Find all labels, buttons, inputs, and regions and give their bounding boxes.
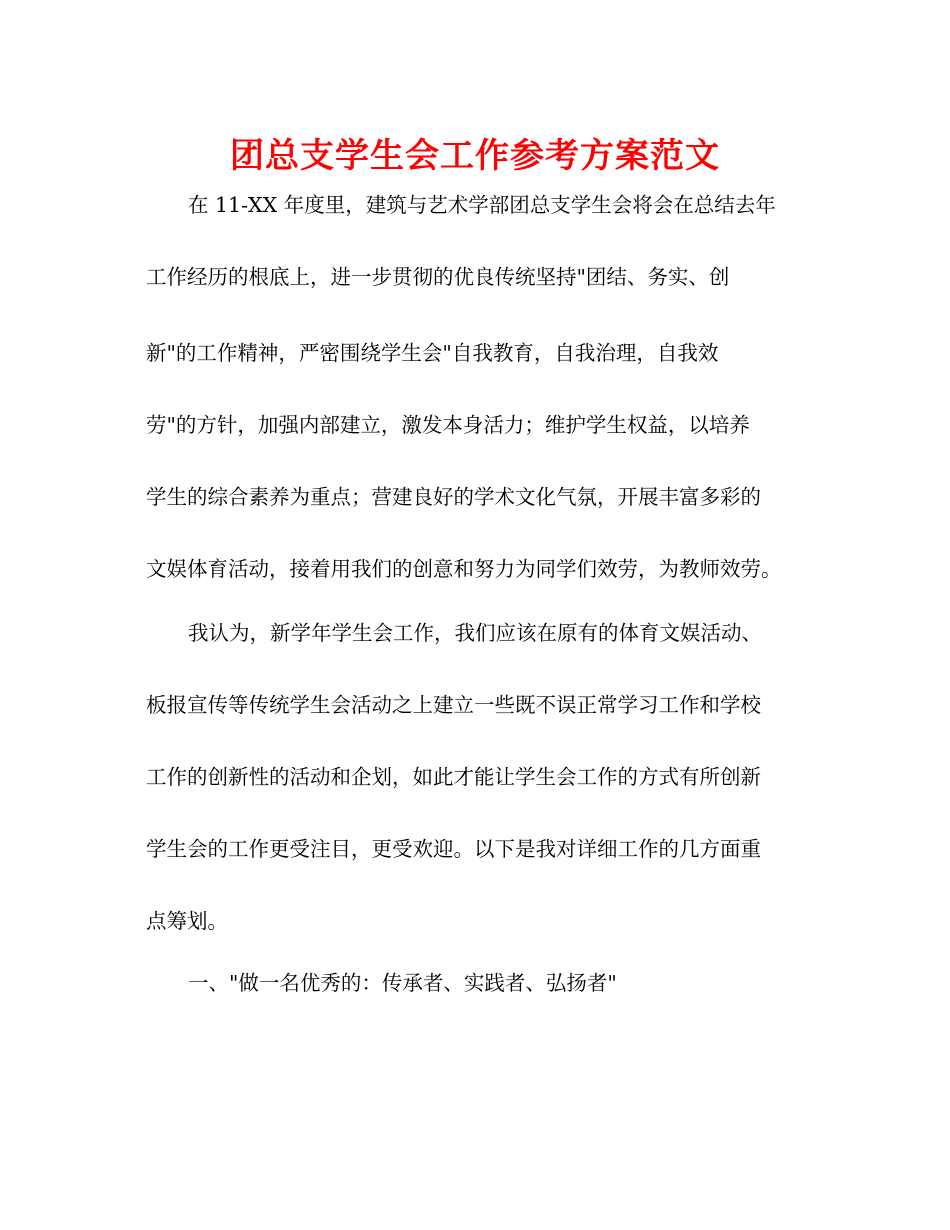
paragraph-1-line-5: 学生的综合素养为重点；营建良好的学术文化气氛，开展丰富多彩的 [146,485,761,509]
paragraph-2-line-5: 点筹划。 [146,909,228,933]
document-title: 团总支学生会工作参考方案范文 [230,136,720,176]
paragraph-1-line-1: 在 11-XX 年度里，建筑与艺术学部团总支学生会将会在总结去年 [188,193,776,217]
paragraph-1-line-6: 文娱体育活动，接着用我们的创意和努力为同学们效劳，为教师效劳。 [146,557,782,581]
paragraph-2-line-1: 我认为，新学年学生会工作，我们应该在原有的体育文娱活动、 [188,621,762,645]
paragraph-2-line-2: 板报宣传等传统学生会活动之上建立一些既不误正常学习工作和学校 [146,693,761,717]
paragraph-1-line-4: 劳"的方针，加强内部建立，激发本身活力；维护学生权益，以培养 [146,413,750,437]
paragraph-2-line-4: 学生会的工作更受注目，更受欢迎。以下是我对详细工作的几方面重 [146,837,761,861]
section-heading-1: 一、"做一名优秀的：传承者、实践者、弘扬者" [188,971,617,995]
paragraph-2-line-3: 工作的创新性的活动和企划，如此才能让学生会工作的方式有所创新 [146,765,761,789]
paragraph-1-line-3: 新"的工作精神，严密围绕学生会"自我教育，自我治理，自我效 [146,341,719,365]
paragraph-1-line-2: 工作经历的根底上，进一步贯彻的优良传统坚持"团结、务实、创 [146,265,730,289]
